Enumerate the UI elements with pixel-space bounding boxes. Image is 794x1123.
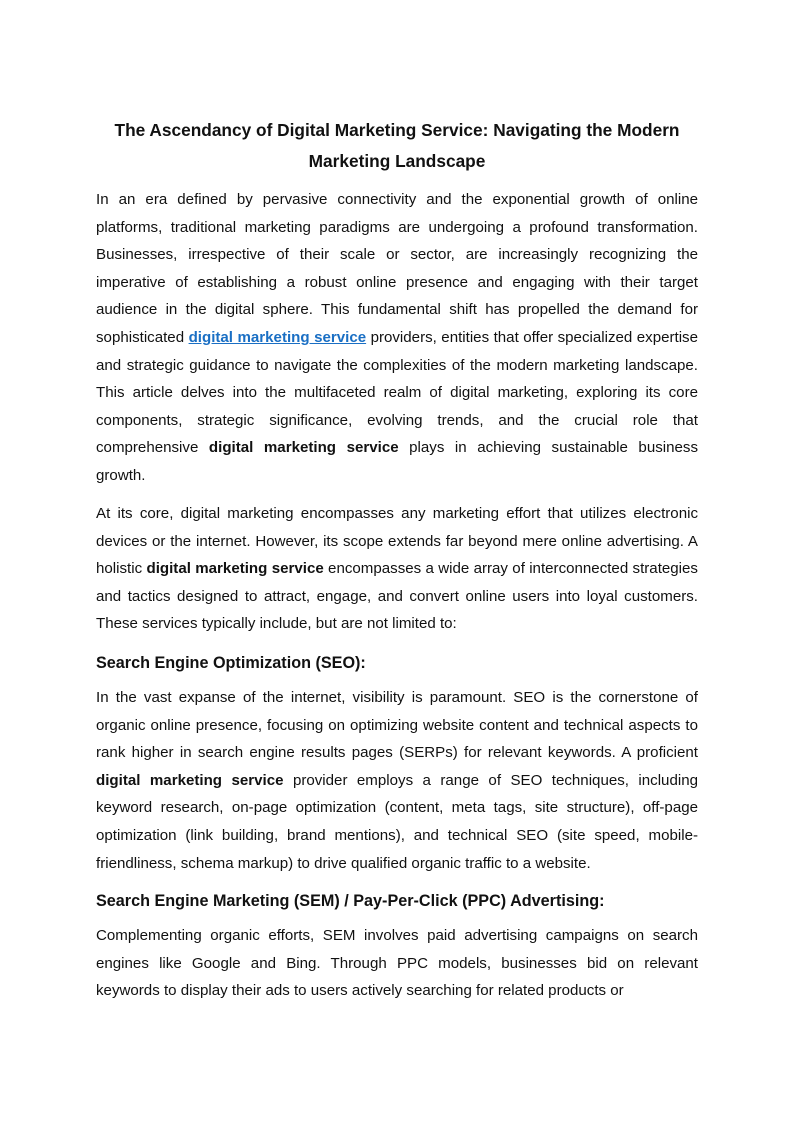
core-text-1: At its core, digital marketing encompasses any marketing effort that utilizes electronic devices or the internet. However, its scope extends far beyond mere online advertising. A holistic	[96, 505, 698, 578]
intro-text-1: In an era defined by pervasive connectivity and the exponential growth of online platforms, traditional marketing paradigms are undergoing a profound transformation. Businesses, irrespective of their scale or sector, are increasingly recognizing the imperative of establishing a robust online presence and engaging with their target audience in the digital sphere. This fundamental shift has propelled the demand for sophisticated	[96, 191, 698, 346]
seo-text-1: In the vast expanse of the internet, visibility is paramount. SEO is the cornerstone of organic online presence, focusing on optimizing website content and technical aspects to rank higher in search engine results pages (SERPs) for relevant keywords. A proficient	[96, 689, 698, 762]
core-bold-term: digital marketing service	[146, 560, 324, 578]
intro-bold-term: digital marketing service	[208, 439, 399, 457]
sem-paragraph: Complementing organic efforts, SEM involves paid advertising campaigns on search engines like Google and Bing. Through PPC models, businesses bid on relevant keywords to display their ads to users actively searching for related products or	[96, 927, 698, 1000]
intro-text-3: plays in achieving sustainable business growth.	[96, 439, 698, 484]
core-paragraph	[96, 500, 698, 638]
seo-paragraph	[96, 684, 698, 877]
document-title: The Ascendancy of Digital Marketing Service: Navigating the Modern Marketing Landscape	[114, 120, 680, 171]
seo-text-2: provider employs a range of SEO techniques, including keyword research, on-page optimization (content, meta tags, site structure), off-page optimization (link building, brand mentions), and technical SEO (site speed, mobile-friendliness, schema markup) to drive qualified organic traffic to a website.	[96, 771, 698, 872]
seo-bold-term: digital marketing service	[96, 771, 284, 789]
intro-text-2: providers, entities that offer specialized expertise and strategic guidance to navigate the complexities of the modern marketing landscape. This article delves into the multifaceted realm of digital marketing, exploring its core components, strategic significance, evolving trends, and the crucial role that comprehensive	[96, 328, 698, 457]
core-text-2: encompasses a wide array of interconnected strategies and tactics designed to attract, engage, and convert online users into loyal customers. These services typically include, but are not limited to:	[96, 560, 698, 633]
digital-marketing-service-link[interactable]: digital marketing service	[188, 328, 367, 346]
intro-paragraph	[96, 186, 698, 490]
seo-heading: Search Engine Optimization (SEO):	[96, 654, 366, 672]
sem-heading: Search Engine Marketing (SEM) / Pay-Per-Click (PPC) Advertising:	[96, 892, 605, 910]
